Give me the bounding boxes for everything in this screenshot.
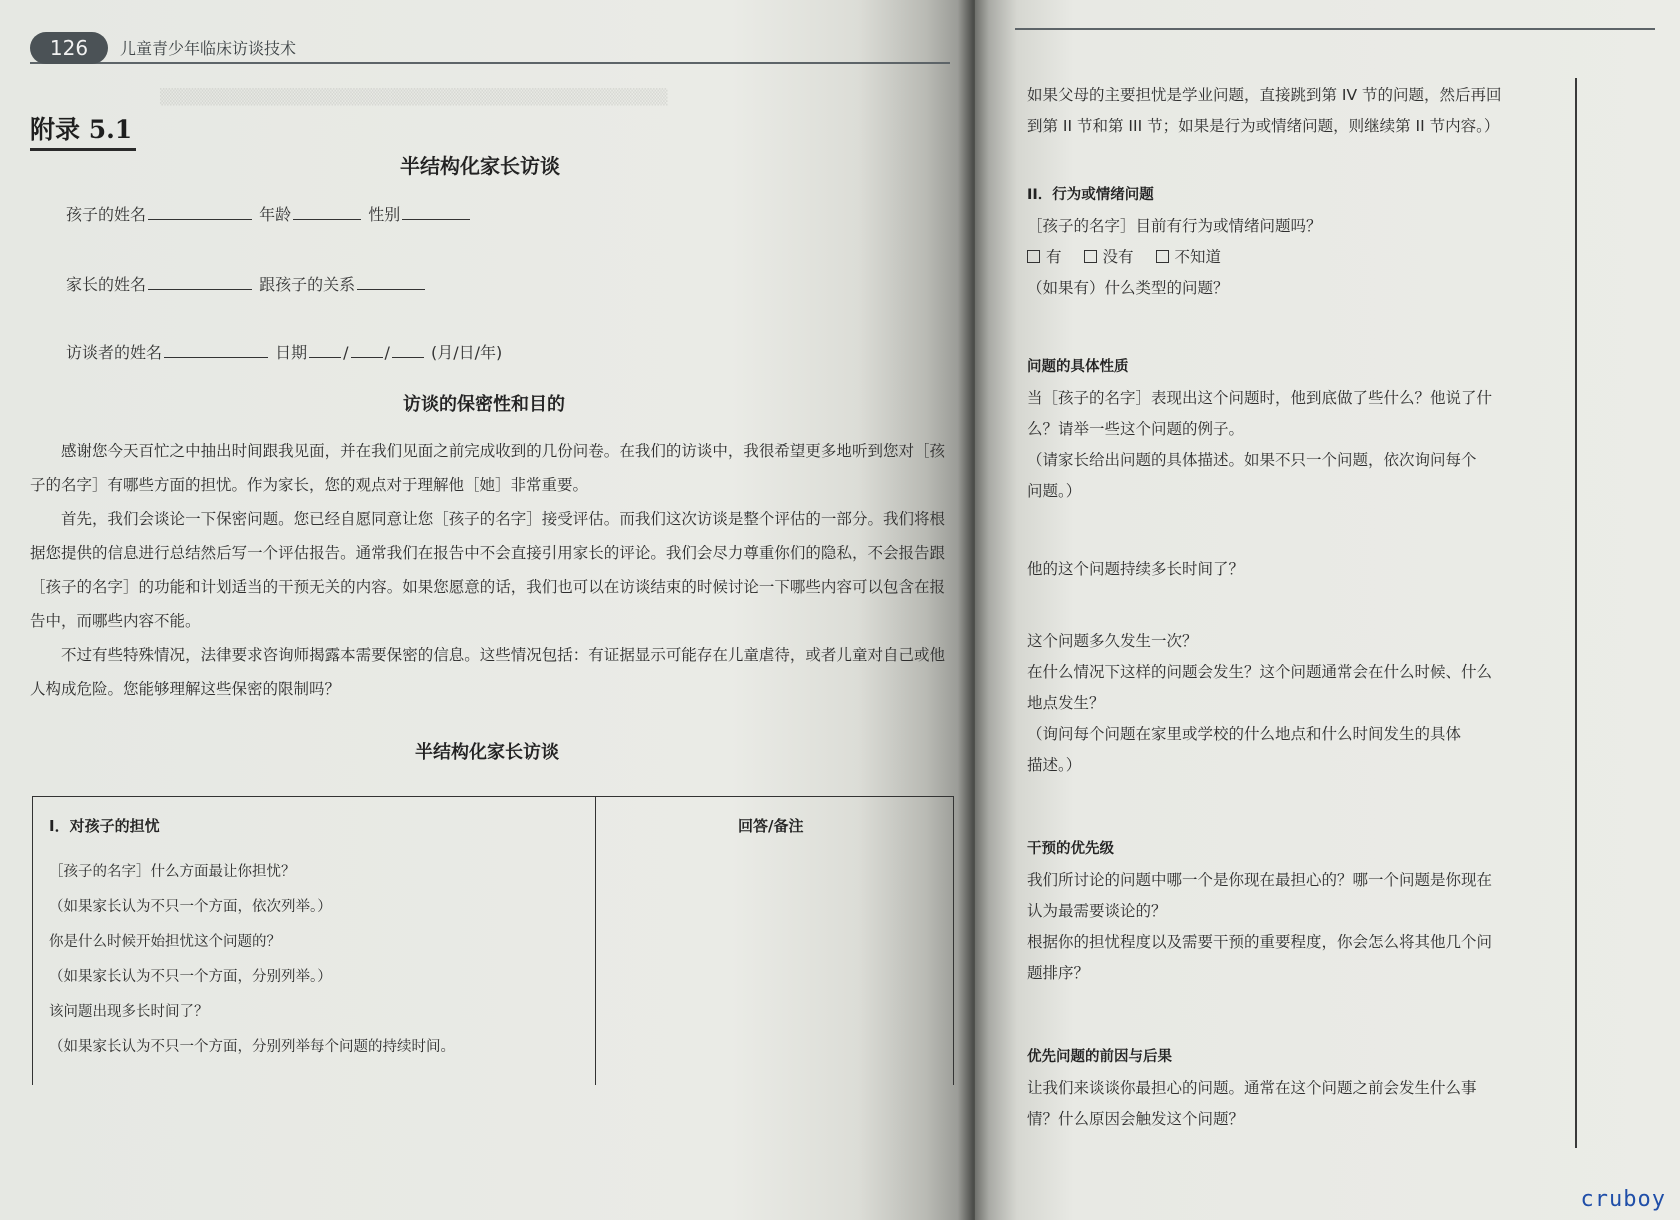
gender-blank[interactable] [402, 205, 470, 220]
watermark: cruboy [1580, 1187, 1666, 1212]
body-line: 让我们来谈谈你最担心的问题。通常在这个问题之前会发生什么事 [1027, 1079, 1477, 1097]
page-header [30, 24, 950, 64]
body-line: 当［孩子的名字］表现出这个问题时，他到底做了些什么？他说了什 [1027, 389, 1493, 407]
option-unknown[interactable] [1156, 242, 1222, 273]
body-line: 我们所讨论的问题中哪一个是你现在最担心的？哪一个问题是你现在 [1027, 871, 1493, 889]
child-name-blank[interactable] [148, 205, 252, 220]
interviewer-name-label: 访谈者的姓名 [66, 343, 163, 362]
body-line: 情？什么原因会触发这个问题？ [1027, 1110, 1245, 1128]
body-line: （请家长给出问题的具体描述。如果不只一个问题，依次询问每个 [1027, 451, 1477, 469]
section-behavior [1027, 180, 1557, 304]
body-line: 在什么情况下这样的问题会发生？这个问题通常会在什么时候、什么 [1027, 663, 1493, 681]
relationship-blank[interactable] [357, 275, 425, 290]
age-label: 年龄 [259, 205, 292, 224]
option-yes[interactable] [1027, 242, 1062, 273]
table-items [49, 855, 455, 1065]
question: 这个问题多久发生一次？ [1027, 632, 1198, 650]
problem-nature [1027, 352, 1557, 507]
table-item: 该问题出现多长时间了？ [49, 1004, 209, 1020]
body-line: 描述。） [1027, 756, 1082, 774]
table-left-header: I．对孩子的担忧 [49, 817, 160, 835]
option-label: 有 [1046, 248, 1062, 266]
table-item: ［孩子的名字］什么方面最让你担忧？ [49, 864, 296, 880]
form-title: 半结构化家长访谈 [400, 154, 560, 178]
month-blank[interactable] [309, 343, 341, 358]
body-line: 根据你的担忧程度以及需要干预的重要程度，你会怎么将其他几个问 [1027, 933, 1493, 951]
paragraph: 感谢您今天百忙之中抽出时间跟我见面，并在我们见面之前完成收到的几份问卷。在我们的访谈中，我很希望更多地听到您对［孩子的名字］有哪些方面的担忧。作为家长，您的观点对于理解他［她］非常重要。 [30, 442, 945, 494]
relationship-label: 跟孩子的关系 [259, 275, 356, 294]
section-heading: II．行为或情绪问题 [1027, 187, 1154, 203]
body-line: 问题。） [1027, 482, 1082, 500]
checkbox-icon[interactable] [1027, 250, 1040, 263]
table-item: （如果家长认为不只一个方面，分别列举每个问题的持续时间。 [49, 1039, 455, 1055]
option-label: 不知道 [1174, 248, 1222, 266]
question: （如果有）什么类型的问题？ [1027, 279, 1229, 297]
answer-options [1027, 242, 1557, 273]
frequency-context [1027, 626, 1557, 781]
year-blank[interactable] [392, 343, 424, 358]
day-blank[interactable] [351, 343, 383, 358]
bleed-through-text: ▒▒▒▒▒▒▒▒▒▒▒▒▒▒▒▒▒▒▒▒▒▒▒▒▒▒▒▒▒▒▒▒▒▒▒▒▒▒▒▒▒▒▒▒ [160, 88, 668, 106]
parent-name-blank[interactable] [148, 275, 252, 290]
table-item: （如果家长认为不只一个方面，依次列举。） [49, 899, 332, 915]
date-separator: / [384, 343, 390, 362]
paragraph: 首先，我们会谈论一下保密问题。您已经自愿同意让您［孩子的名字］接受评估。而我们这次访谈是整个评估的一部分。我们将根据您提供的信息进行总结然后写一个评估报告。通常我们在报告中不会直接引用家长的评论。我们会尽力尊重你们的隐私，不会报告跟［孩子的名字］的功能和计划适当的干预无关的内容。如果您愿意的话，我们也可以在访谈结束的时候讨论一下哪些内容可以包含在报告中，而哪些内容不能。 [30, 510, 945, 630]
section-title-confidentiality: 访谈的保密性和目的 [403, 394, 565, 415]
body-line: 地点发生？ [1027, 694, 1105, 712]
age-blank[interactable] [293, 205, 361, 220]
date-label: 日期 [275, 343, 308, 362]
note-line: 到第 II 节和第 III 节；如果是行为或情绪问题，则继续第 II 节内容。） [1027, 117, 1500, 135]
table-item: 你是什么时候开始担忧这个问题的？ [49, 934, 281, 950]
page-number: 126 [30, 32, 108, 64]
option-label: 没有 [1102, 248, 1134, 266]
subsection-heading: 优先问题的前因与后果 [1027, 1049, 1172, 1065]
body-line: 认为最需要谈论的？ [1027, 902, 1167, 920]
body-line: （询问每个问题在家里或学校的什么地点和什么时间发生的具体 [1027, 725, 1462, 743]
subsection-heading: 问题的具体性质 [1027, 359, 1129, 375]
body-line: 题排序？ [1027, 964, 1090, 982]
note-line: 如果父母的主要担忧是学业问题，直接跳到第 IV 节的问题，然后再回 [1027, 86, 1502, 104]
checkbox-icon[interactable] [1156, 250, 1169, 263]
subsection-heading: 干预的优先级 [1027, 841, 1114, 857]
date-format-hint: (月/日/年) [431, 343, 503, 362]
intro-note [1027, 80, 1557, 142]
form-row-child [66, 202, 472, 225]
intro-paragraphs [30, 434, 945, 706]
date-separator: / [343, 343, 349, 362]
form-row-interviewer [66, 340, 502, 363]
question: ［孩子的名字］目前有行为或情绪问题吗？ [1027, 217, 1322, 235]
form-row-parent [66, 272, 427, 295]
duration-question [1027, 554, 1557, 585]
table-title: 半结构化家长访谈 [415, 742, 559, 763]
table-divider [595, 797, 596, 1085]
table-right-header: 回答/备注 [738, 817, 804, 835]
running-head: 儿童青少年临床访谈技术 [120, 39, 297, 58]
option-no[interactable] [1084, 242, 1134, 273]
appendix-label: 附录 5.1 [30, 110, 136, 151]
parent-name-label: 家长的姓名 [66, 275, 147, 294]
child-name-label: 孩子的姓名 [66, 205, 147, 224]
interviewer-name-blank[interactable] [164, 343, 268, 358]
checkbox-icon[interactable] [1084, 250, 1097, 263]
question: 他的这个问题持续多长时间了？ [1027, 560, 1245, 578]
right-page [975, 0, 1680, 1220]
gender-label: 性别 [368, 205, 401, 224]
column-rule [1575, 78, 1577, 1148]
body-line: 么？请举一些这个问题的例子。 [1027, 420, 1245, 438]
intervention-priority [1027, 834, 1557, 989]
header-rule [1015, 28, 1655, 30]
antecedents-consequences [1027, 1042, 1557, 1135]
paragraph: 不过有些特殊情况，法律要求咨询师揭露本需要保密的信息。这些情况包括：有证据显示可能存在儿童虐待，或者儿童对自己或他人构成危险。您能够理解这些保密的限制吗？ [30, 646, 945, 698]
concerns-table [32, 796, 954, 1085]
table-item: （如果家长认为不只一个方面，分别列举。） [49, 969, 332, 985]
